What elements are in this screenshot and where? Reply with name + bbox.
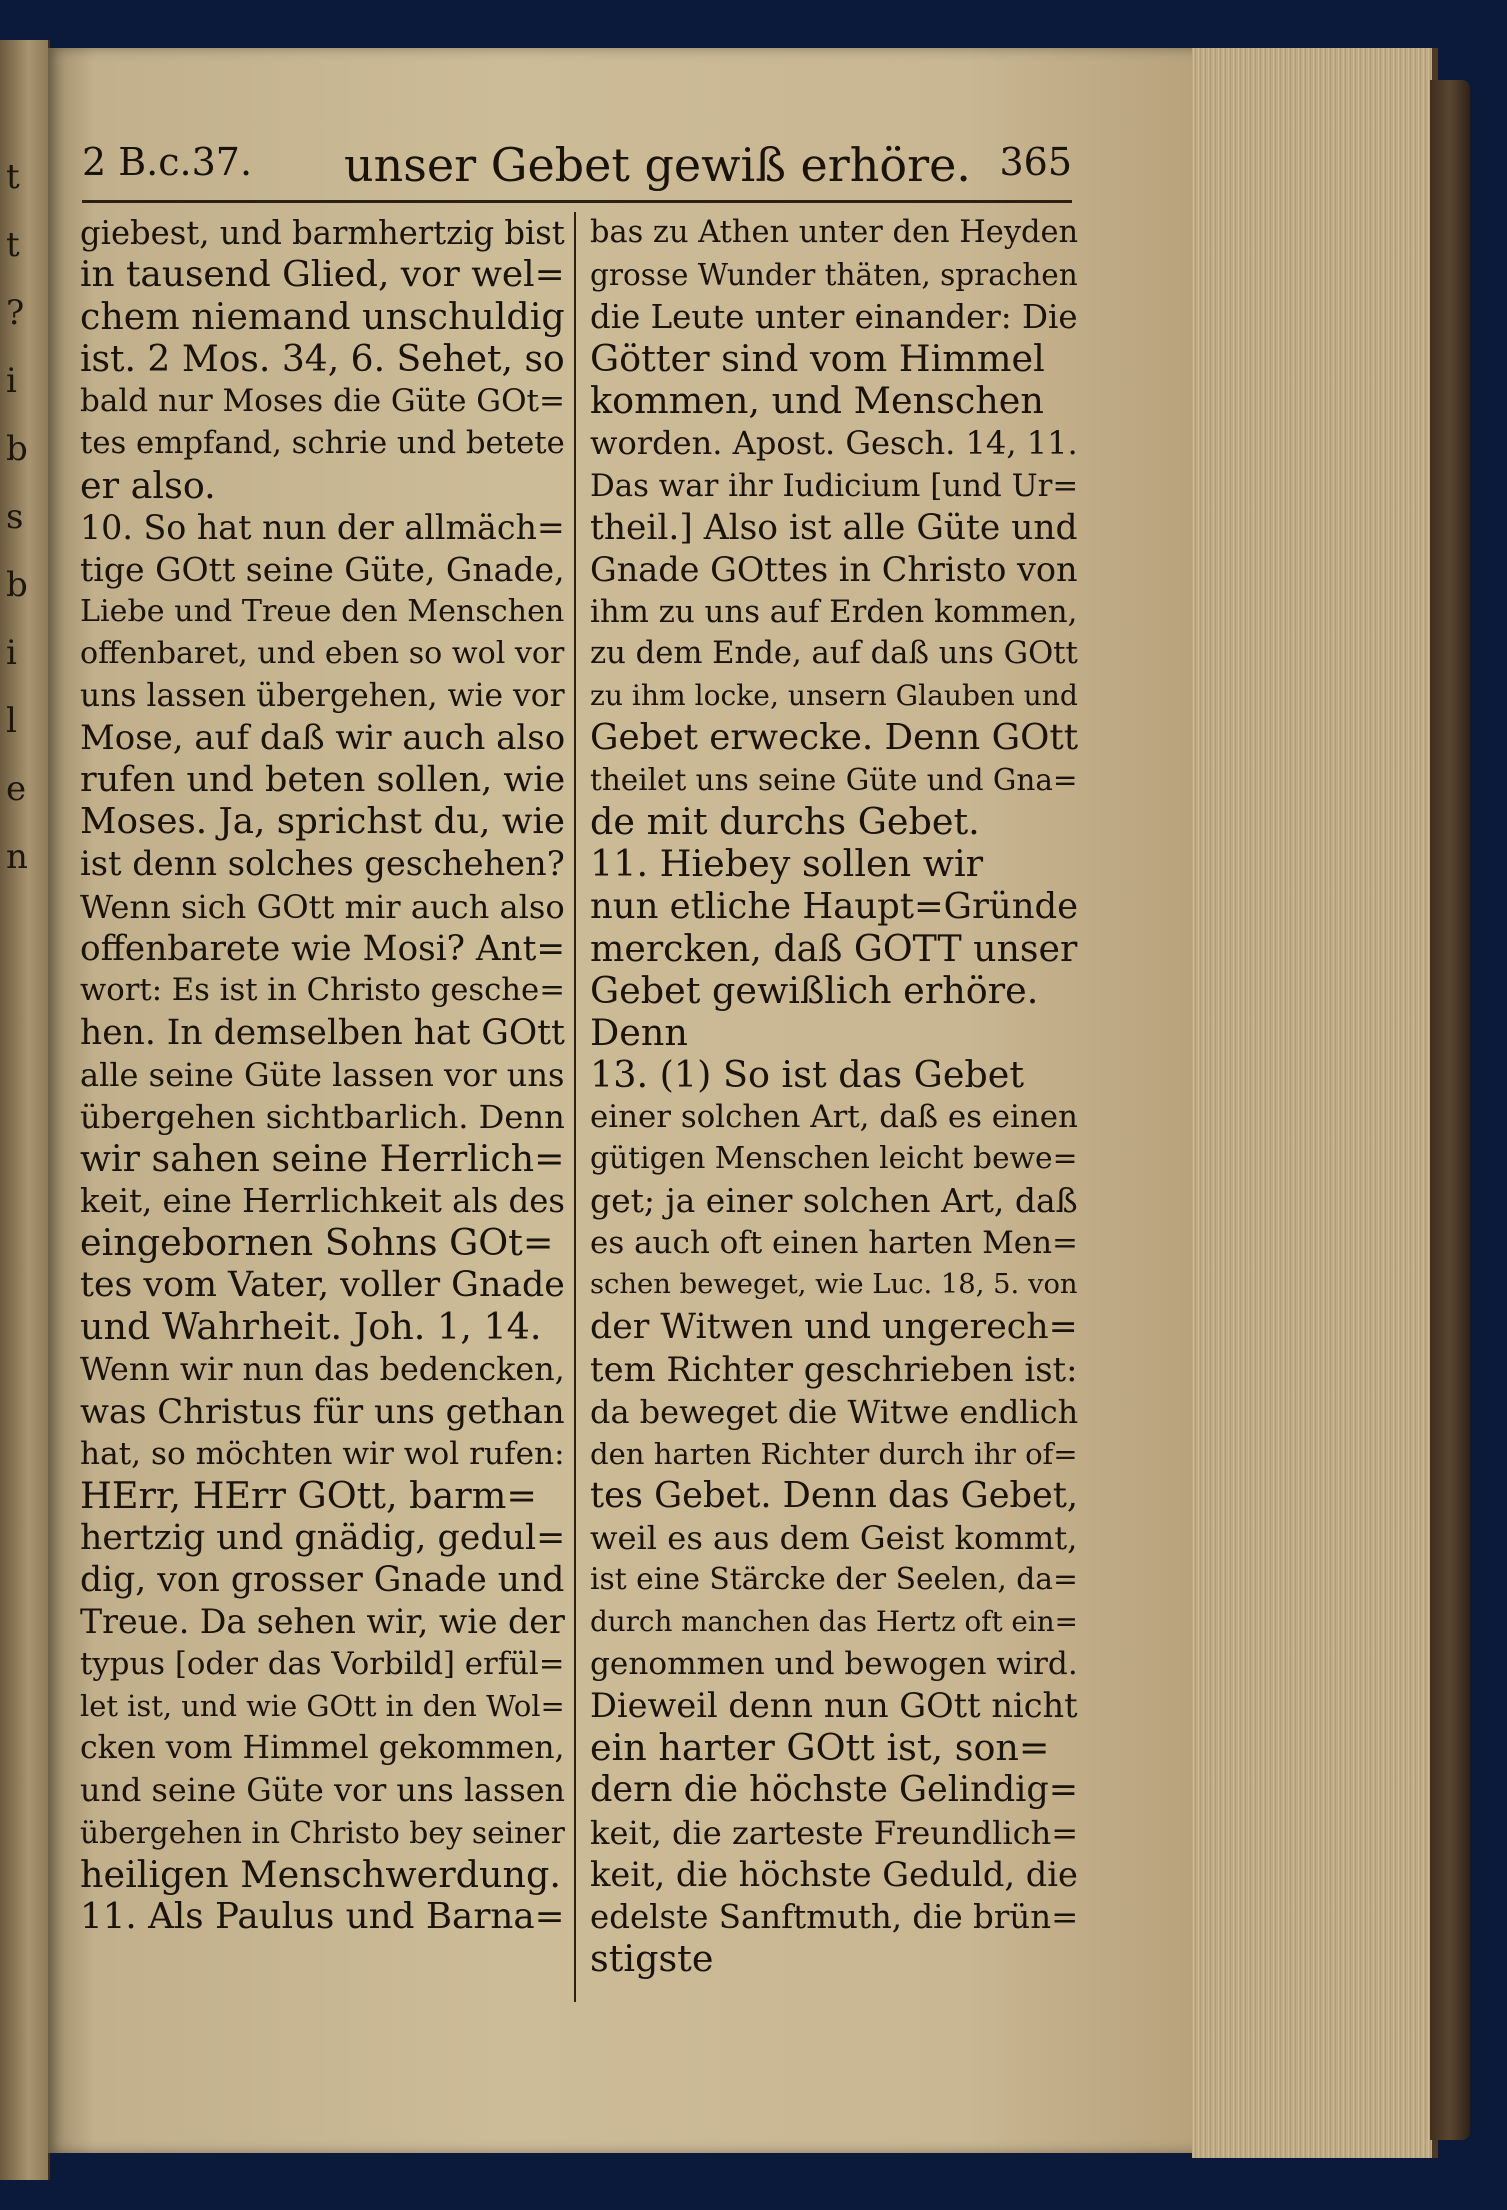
text-line: zu dem Ende, auf daß uns GOtt (590, 635, 1078, 671)
text-line: 11. Als Paulus und Barna= (80, 1895, 565, 1937)
running-header (82, 140, 1072, 203)
text-line: ist. 2 Mos. 34, 6. Sehet, so (80, 338, 565, 381)
text-line: de mit durchs Gebet. (590, 801, 980, 844)
text-line: gütigen Menschen leicht bewe= (590, 1141, 1078, 1177)
text-line: theilet uns seine Güte und Gna= (590, 763, 1078, 798)
text-line: offenbaret, und eben so wol vor (80, 635, 565, 671)
text-line: Mose, auf daß wir auch also (80, 718, 565, 759)
text-line: grosse Wunder thäten, sprachen (590, 258, 1078, 293)
page-number: 365 (999, 140, 1072, 184)
text-line: 13. (1) So ist das Gebet (590, 1053, 1025, 1096)
left-page-edge (0, 40, 50, 2180)
margin-fragment: t (6, 225, 20, 265)
text-line: dern die höchste Gelindig= (590, 1769, 1078, 1811)
text-line: keit, die zarteste Freundlich= (590, 1813, 1078, 1852)
text-line: schen beweget, wie Luc. 18, 5. von (590, 1269, 1078, 1301)
text-line: bas zu Athen unter den Heyden (590, 215, 1078, 250)
margin-fragment: l (6, 701, 17, 741)
text-line: Treue. Da sehen wir, wie der (80, 1602, 565, 1642)
text-line: get; ja einer solchen Art, daß (590, 1181, 1078, 1221)
text-line: tes empfand, schrie und betete (80, 425, 565, 462)
page-edges (1192, 48, 1438, 2158)
text-line: tige GOtt seine Güte, Gnade, (80, 549, 565, 589)
text-line: hen. In demselben hat GOtt (80, 1012, 565, 1053)
chapter-reference: 2 B.c.37. (82, 140, 253, 184)
margin-fragment: b (6, 429, 28, 469)
text-line: durch manchen das Hertz oft ein= (590, 1605, 1078, 1639)
text-line: und Wahrheit. Joh. 1, 14. (80, 1306, 542, 1349)
margin-fragment: s (6, 497, 24, 537)
text-line: HErr, HErr GOtt, barm= (80, 1474, 537, 1517)
text-line: Gebet gewißlich erhöre. (590, 969, 1039, 1012)
text-line: nun etliche Haupt=Gründe (590, 885, 1078, 927)
text-line: let ist, und wie GOtt in den Wol= (80, 1689, 565, 1724)
text-line: heiligen Menschwerdung. (80, 1853, 562, 1896)
text-line: keit, eine Herrlichkeit als des (80, 1182, 565, 1221)
text-line: die Leute unter einander: Die (590, 298, 1078, 337)
text-line: theil.] Also ist alle Güte und (590, 507, 1078, 548)
book-cover (1430, 80, 1470, 2140)
text-line: giebest, und barmhertzig bist (80, 214, 565, 252)
text-line: was Christus für uns gethan (80, 1391, 565, 1431)
text-line: Wenn wir nun das bedencken, (80, 1351, 565, 1388)
text-line: kommen, und Menschen (590, 380, 1044, 423)
text-line: edelste Sanftmuth, die brün= (590, 1897, 1078, 1936)
margin-fragment: b (6, 565, 28, 605)
text-line: Gnade GOttes in Christo von (590, 549, 1078, 589)
margin-fragment: i (6, 633, 17, 673)
margin-fragment: n (6, 837, 28, 877)
column-divider (574, 212, 576, 2002)
text-line: genommen und bewogen wird. (590, 1646, 1078, 1683)
text-line: hertzig und gnädig, gedul= (80, 1517, 565, 1558)
text-line: rufen und beten sollen, wie (80, 760, 565, 801)
left-column (80, 212, 565, 1938)
page-title: unser Gebet gewiß erhöre. (344, 138, 971, 192)
text-line: 11. Hiebey sollen wir (590, 843, 984, 886)
text-line: ist denn solches geschehen? (80, 844, 565, 884)
text-line: stigste (590, 1937, 714, 1980)
text-line: eingebornen Sohns GOt= (80, 1222, 554, 1265)
text-line: hat, so möchten wir wol rufen: (80, 1435, 565, 1472)
text-line: bald nur Moses die Güte GOt= (80, 383, 565, 420)
text-line: in tausend Glied, vor wel= (80, 254, 565, 296)
text-line: chem niemand unschuldig (80, 296, 565, 339)
text-line: und seine Güte vor uns lassen (80, 1771, 565, 1810)
text-line: wir sahen seine Herrlich= (80, 1138, 565, 1181)
text-line: ein harter GOtt ist, son= (590, 1727, 1050, 1770)
text-line: er also. (80, 464, 216, 507)
margin-fragment: e (6, 769, 27, 809)
text-line: Götter sind vom Himmel (590, 338, 1045, 381)
text-line: tem Richter geschrieben ist: (590, 1349, 1078, 1389)
text-line: alle seine Güte lassen vor uns (80, 1055, 565, 1094)
text-line: Dieweil denn nun GOtt nicht (590, 1686, 1078, 1726)
text-line: zu ihm locke, unsern Glauben und (590, 679, 1078, 713)
text-line: übergehen in Christo bey seiner (80, 1814, 565, 1850)
margin-fragment: ? (6, 293, 25, 333)
text-line: ihm zu uns auf Erden kommen, (590, 593, 1078, 630)
text-line: Liebe und Treue den Menschen (80, 593, 565, 629)
text-line: weil es aus dem Geist kommt, (590, 1518, 1078, 1557)
text-line: ist eine Stärcke der Seelen, da= (590, 1562, 1078, 1597)
text-line: uns lassen übergehen, wie vor (80, 678, 565, 715)
text-line: Das war ihr Iudicium [und Ur= (590, 467, 1078, 504)
text-line: offenbarete wie Mosi? Ant= (80, 928, 565, 969)
text-line: es auch oft einen harten Men= (590, 1225, 1078, 1262)
text-line: dig, von grosser Gnade und (80, 1560, 565, 1600)
text-line: worden. Apost. Gesch. 14, 11. (590, 424, 1078, 463)
text-line: tes vom Vater, voller Gnade (80, 1265, 565, 1306)
text-line: Gebet erwecke. Denn GOtt (590, 717, 1078, 759)
text-line: 10. So hat nun der allmäch= (80, 507, 565, 547)
text-line: Wenn sich GOtt mir auch also (80, 887, 565, 926)
text-line: Moses. Ja, sprichst du, wie (80, 801, 565, 843)
text-line: Denn (590, 1011, 688, 1054)
text-line: wort: Es ist in Christo gesche= (80, 972, 565, 1008)
text-line: der Witwen und ungerech= (590, 1307, 1078, 1348)
text-line: einer solchen Art, daß es einen (590, 1098, 1078, 1135)
right-column (590, 212, 1078, 1980)
text-line: typus [oder das Vorbild] erfül= (80, 1646, 565, 1683)
text-line: cken vom Himmel gekommen, (80, 1730, 565, 1767)
text-line: da beweget die Witwe endlich (590, 1392, 1078, 1431)
text-line: tes Gebet. Denn das Gebet, (590, 1474, 1078, 1516)
text-line: übergehen sichtbarlich. Denn (80, 1097, 565, 1136)
margin-fragment: t (6, 157, 20, 197)
text-line: mercken, daß GOTT unser (590, 927, 1078, 970)
text-line: den harten Richter durch ihr of= (590, 1436, 1078, 1471)
margin-fragment: i (6, 361, 17, 401)
text-line: keit, die höchste Geduld, die (590, 1854, 1078, 1894)
